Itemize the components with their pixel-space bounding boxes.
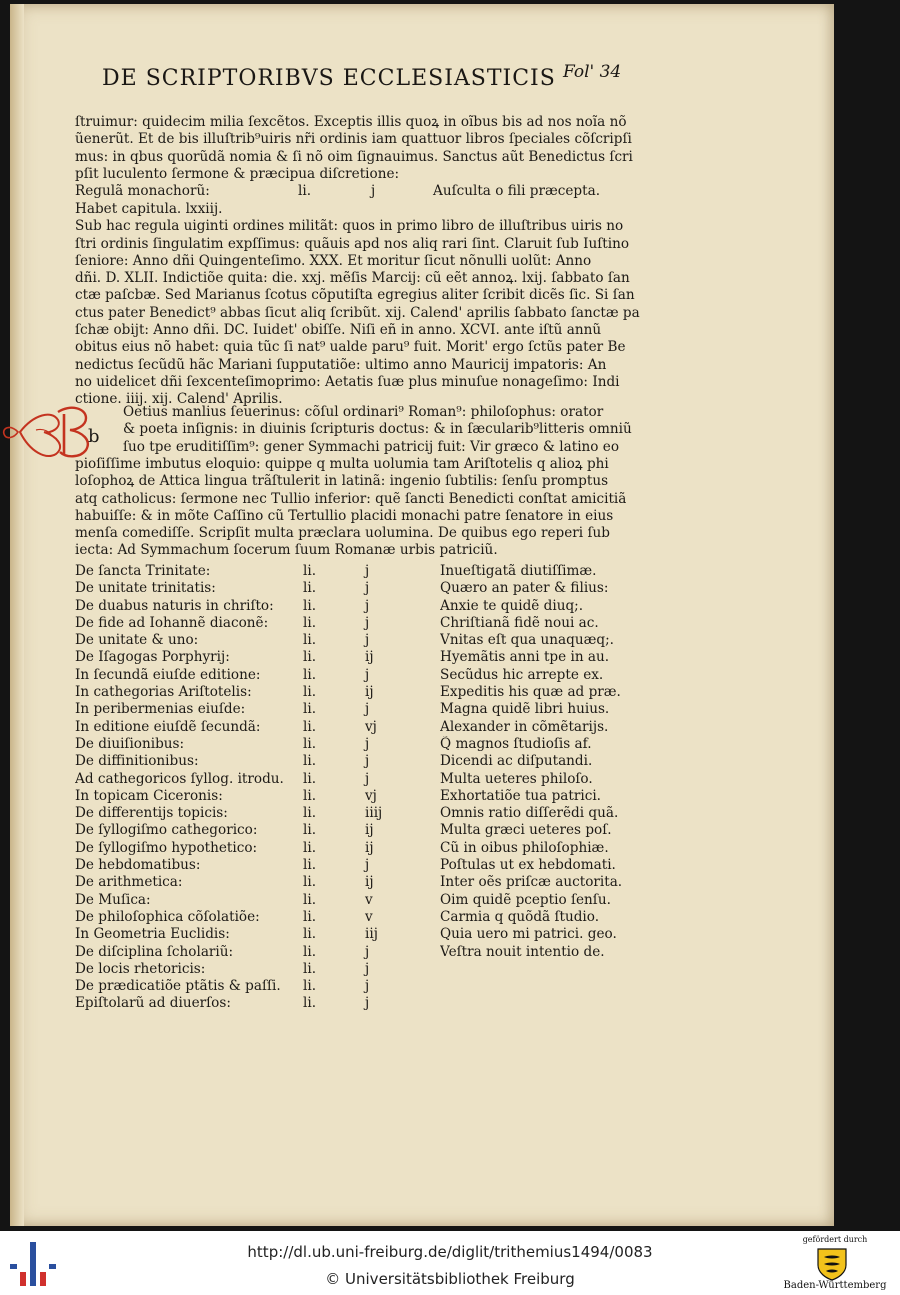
work-count: iiij	[365, 805, 383, 822]
work-title: De philoſophica cõſolatiõe:	[75, 908, 260, 925]
work-count: j	[365, 960, 370, 977]
work-book: li.	[303, 649, 317, 666]
work-incipit: Magna quidẽ libri huius.	[440, 701, 610, 718]
work-incipit: Alexander in cõmẽtarijs.	[440, 718, 609, 735]
regula-incipit: Auſculta o fili præcepta.	[433, 183, 601, 199]
paragraph-boethius	[75, 456, 626, 560]
work-book: li.	[303, 978, 317, 995]
work-book: li.	[303, 995, 317, 1012]
work-incipit: Oim quidẽ pceptio ſenſu.	[440, 891, 611, 908]
text-line: ſuo tpe eruditiſſim⁹: gener Symmachi patricij fuit: Vir græco & latino eo	[123, 438, 620, 455]
work-title: De prædicatiõe ptãtis & paſſi.	[75, 978, 281, 995]
work-count: ij	[365, 684, 374, 701]
work-title: De unitate trinitatis:	[75, 580, 216, 597]
work-book: li.	[303, 753, 317, 770]
text-line: loſophoꝝ de Attica lingua trãſtulerit in latinã: ingenio ſubtilis: ſenſu promptus	[75, 473, 609, 490]
text-line: ctæ paſcbæ. Sed Marianus ſcotus cõputiſta egregius aliter ſcribit dicẽs ſic. Si ſan	[75, 287, 635, 304]
work-title: In ſecundã eiuſde editione:	[75, 666, 261, 683]
work-incipit: Multa græci ueteres poſ.	[440, 822, 612, 839]
text-line: Sub hac regula uiginti ordines militãt: quos in primo libro de illuſtribus uiris no	[75, 218, 624, 235]
work-count: ij	[365, 649, 374, 666]
work-count: j	[365, 735, 370, 752]
work-title: In peribermenias eiuſde:	[75, 701, 246, 718]
work-count: j	[365, 770, 370, 787]
work-title: De ſyllogiſmo hypothetico:	[75, 839, 258, 856]
work-book: li.	[303, 857, 317, 874]
work-count: j	[365, 857, 370, 874]
guide-letter: b	[88, 426, 100, 447]
work-book: li.	[303, 960, 317, 977]
page-edge-shading	[10, 4, 24, 1226]
work-count: j	[365, 563, 370, 579]
work-incipit: Veſtra nouit intentio de.	[440, 943, 605, 960]
work-count: j	[365, 597, 370, 614]
work-title: De locis rhetoricis:	[75, 960, 206, 977]
work-incipit: Expeditis his quæ ad præ.	[440, 684, 621, 701]
text-line: Oetius manlius ſeuerinus: cõſul ordinari⁹ Roman⁹: philoſophus: orator	[123, 404, 604, 420]
work-incipit: Quæro an pater & filius:	[440, 580, 609, 597]
work-title: De Muſica:	[75, 891, 151, 908]
work-book: li.	[303, 666, 317, 683]
work-count: ij	[365, 839, 374, 856]
work-book: li.	[303, 908, 317, 925]
permalink-url[interactable]: http://dl.ub.uni-freiburg.de/diglit/trithemius1494/0083	[247, 1243, 653, 1261]
work-book: li.	[303, 943, 317, 960]
work-count: ij	[365, 874, 374, 891]
work-book: li.	[303, 735, 317, 752]
work-book: li.	[303, 614, 317, 631]
regula-book: li.	[298, 183, 312, 199]
work-title: In topicam Ciceronis:	[75, 787, 223, 804]
text-line: ſchæ obijt: Anno dñi. DC. Iuidet' obiſſe. Niſi eñ in anno. XCVI. ante iſtũ annũ	[75, 322, 602, 339]
work-book: li.	[303, 839, 317, 856]
text-line: ctus pater Benedict⁹ abbas ſicut aliq ſcribũt. xij. Calend' aprilis ſabbato ſanctæ pa	[75, 304, 640, 321]
work-title: De hebdomatibus:	[75, 857, 201, 874]
work-title: De diffinitionibus:	[75, 753, 199, 770]
work-book: li.	[303, 580, 317, 597]
paragraph-boethius-head	[123, 404, 632, 456]
work-title: De ſancta Trinitate:	[75, 563, 211, 579]
work-title: In cathegorias Ariſtotelis:	[75, 684, 252, 701]
work-title: In editione eiuſdẽ ſecundã:	[75, 718, 261, 735]
text-line: ctione. iiij. xij. Calend' Aprilis.	[75, 391, 283, 408]
text-line: mus: in qbus quorũdã nomia & ſi nõ oim ſignauimus. Sanctus aũt Benedictus ſcri	[75, 148, 633, 165]
work-book: li.	[303, 563, 317, 579]
work-title: De Iſagogas Porphyrij:	[75, 649, 230, 666]
text-line: pſit luculento ſermone & præcipua diſcretione:	[75, 165, 400, 182]
work-title: De duabus naturis in chriſto:	[75, 597, 274, 614]
sponsor-block	[776, 1235, 894, 1291]
work-title: Ad cathegoricos ſyllog. itrodu.	[75, 770, 284, 787]
work-book: li.	[303, 822, 317, 839]
rubricated-initial-b	[0, 402, 118, 462]
work-incipit: Inter oẽs priſcæ auctorita.	[440, 874, 623, 891]
work-incipit: Omnis ratio diſſerẽdi quã.	[440, 805, 619, 822]
text-line: atq catholicus: ſermone nec Tullio inferior: quẽ ſancti Benedicti conſtat amicitiã	[75, 490, 627, 507]
running-head: DE SCRIPTORIBVS ECCLESIASTICIS	[102, 66, 556, 91]
text-line: ũenerũt. Et de bis illuſtrib⁹uiris nr̃i ordinis iam quattuor libros ſpeciales cõſcripſi	[75, 131, 632, 148]
work-title: De differentijs topicis:	[75, 805, 228, 822]
work-title: De fide ad Iohannẽ diaconẽ:	[75, 614, 269, 631]
work-incipit: Dicendi ac diſputandi.	[440, 753, 593, 770]
work-count: ij	[365, 822, 374, 839]
work-incipit: Chriſtianã fidẽ noui ac.	[440, 614, 599, 631]
text-line: nedictus ſecũdũ hãc Mariani ſupputatiõe: ultimo anno Mauricij impatoris: An	[75, 356, 607, 373]
work-count: v	[365, 891, 373, 908]
work-book: li.	[303, 787, 317, 804]
text-line: menſa comediſſe. Scripſit multa præclara uolumina. De quibus ego reperi ſub	[75, 525, 610, 542]
work-title: Epiſtolarũ ad diuerſos:	[75, 995, 231, 1012]
work-incipit: Quia uero mi patrici. geo.	[440, 926, 617, 943]
work-book: li.	[303, 632, 317, 649]
text-line: ſeniore: Anno dñi Quingenteſimo. XXX. Et moritur ſicut nõnulli uolũt: Anno	[75, 252, 592, 269]
coat-of-arms-icon	[814, 1247, 850, 1281]
work-book: li.	[303, 805, 317, 822]
work-count: j	[365, 632, 370, 649]
text-line: obitus eius nõ habet: quia tũc ſi nat⁹ ualde paru⁹ fuit. Morit' ergo ſctũs pater Be	[75, 339, 626, 356]
work-count: j	[365, 614, 370, 631]
text-line: habuiſſe: & in mõte Caſſino cũ Tertullio placidi monachi patre ſenatore in eius	[75, 507, 614, 524]
work-book: li.	[303, 770, 317, 787]
text-line: Habet capitula. lxxiij.	[75, 201, 223, 217]
work-book: li.	[303, 684, 317, 701]
work-incipit: Hyemãtis anni tpe in au.	[440, 649, 610, 666]
work-count: v	[365, 908, 373, 925]
work-count: j	[365, 943, 370, 960]
work-title: De unitate & uno:	[75, 632, 199, 649]
work-title: De diſciplina ſcholariũ:	[75, 943, 234, 960]
work-title: De arithmetica:	[75, 874, 183, 891]
regula-count: j	[371, 183, 376, 199]
text-line: no uidelicet dñi ſexcenteſimoprimo: Aetatis ſuæ plus minuſue nonageſimo: Indi	[75, 373, 620, 390]
work-count: j	[365, 978, 370, 995]
work-book: li.	[303, 597, 317, 614]
text-line: & poeta inſignis: in diuinis ſcripturis doctus: & in ſæcularib⁹litteris omniũ	[123, 421, 632, 438]
work-incipit: Secũdus hic arrepte ex.	[440, 666, 604, 683]
text-line: pioſiſſime imbutus eloquio: quippe q multa uolumia tam Ariſtotelis q alioꝝ phi	[75, 456, 609, 472]
text-line: ſtri ordinis ſingulatim expſſimus: quãuis apd nos aliq rari ſint. Claruit ſub Iuſtino	[75, 235, 630, 252]
sponsor-label: gefördert durch	[802, 1235, 868, 1244]
work-count: j	[365, 580, 370, 597]
work-incipit: Q̃ magnos ſtudioſis af.	[440, 735, 592, 752]
work-incipit: Exhortatiõe tua patrici.	[440, 787, 601, 804]
copyright-notice: © Universitätsbibliothek Freiburg	[325, 1270, 575, 1288]
text-line: ſtruimur: quidecim milia ſexcẽtos. Exceptis illis quoꝝ in oĩbus bis ad nos noĩa nõ	[75, 114, 627, 130]
work-incipit: Multa ueteres philoſo.	[440, 770, 593, 787]
regula-entry	[75, 183, 615, 200]
work-count: j	[365, 995, 370, 1012]
work-count: vj	[365, 718, 377, 735]
regula-title: Regulã monachorũ:	[75, 183, 210, 199]
sponsor-name: Baden-Württemberg	[783, 1280, 887, 1291]
work-incipit: Vnitas eſt qua unaquæq;.	[440, 632, 614, 649]
paragraph-benedict	[75, 201, 640, 409]
work-count: vj	[365, 787, 377, 804]
text-line: iecta: Ad Symmachum ſocerum ſuum Romanæ urbis patriciũ.	[75, 542, 498, 559]
work-book: li.	[303, 891, 317, 908]
work-incipit: Anxie te quidẽ diuq;.	[440, 597, 584, 614]
work-count: iij	[365, 926, 378, 943]
work-book: li.	[303, 718, 317, 735]
work-book: li.	[303, 701, 317, 718]
work-book: li.	[303, 926, 317, 943]
folio-number: Fol' 34	[563, 62, 622, 82]
work-title: De ſyllogiſmo cathegorico:	[75, 822, 258, 839]
work-count: j	[365, 701, 370, 718]
work-incipit: Poſtulas ut ex hebdomati.	[440, 857, 616, 874]
work-count: j	[365, 666, 370, 683]
work-book: li.	[303, 874, 317, 891]
work-incipit: Inueſtigatã diutiſſimæ.	[440, 563, 597, 579]
work-incipit: Carmia q quõdã ſtudio.	[440, 908, 600, 925]
work-count: j	[365, 753, 370, 770]
work-title: In Geometria Euclidis:	[75, 926, 230, 943]
text-line: dñi. D. XLII. Indictiõe quita: die. xxj. mẽſis Marcij: cũ eẽt annoꝝ. lxij. ſabbato ſan	[75, 270, 630, 287]
work-incipit: Cũ in oibus philoſophiæ.	[440, 839, 609, 856]
paragraph-intro	[75, 114, 633, 183]
work-title: De diuiſionibus:	[75, 735, 185, 752]
